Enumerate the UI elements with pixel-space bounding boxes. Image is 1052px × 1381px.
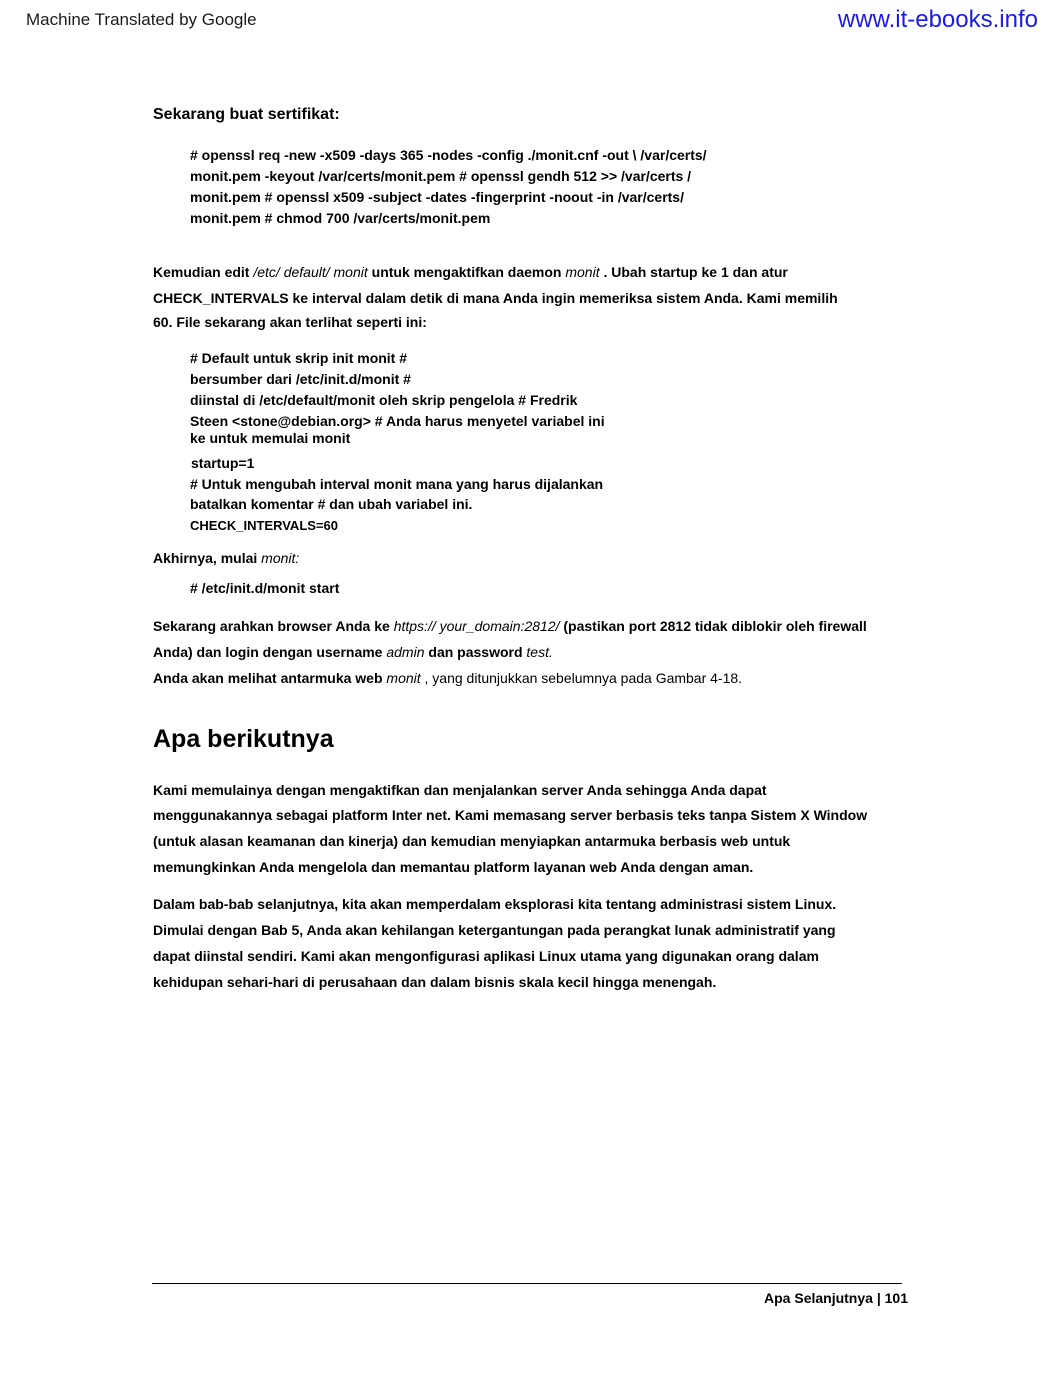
section-title: Apa berikutnya <box>153 725 334 753</box>
browser-paragraph-line: Anda akan melihat antarmuka web monit , yang ditunjukkan sebelumnya pada Gambar 4-18. <box>153 670 743 686</box>
monit-term: monit: <box>261 550 300 566</box>
code-line: # Default untuk skrip init monit # <box>190 350 408 366</box>
code-line: # openssl req -new -x509 -days 365 -nodes -config ./monit.cnf -out \ /var/certs/ <box>190 147 707 163</box>
code-line: # Untuk mengubah interval monit mana yang harus dijalankan <box>190 476 604 492</box>
paragraph-line: Dalam bab-bab selanjutnya, kita akan memperdalam eksplorasi kita tentang administrasi sistem Linux. <box>153 896 837 912</box>
browser-paragraph-line: Sekarang arahkan browser Anda ke https:// your_domain:2812/ (pastikan port 2812 tidak diblokir oleh firewall <box>153 618 867 634</box>
paragraph-line: Kami memulainya dengan mengaktifkan dan menjalankan server Anda sehingga Anda dapat <box>153 782 767 798</box>
cert-heading: Sekarang buat sertifikat: <box>153 106 340 123</box>
code-line-check: CHECK_INTERVALS=60 <box>190 518 338 533</box>
start-line: Akhirnya, mulai monit: <box>153 550 300 566</box>
edit-paragraph-line: 60. File sekarang akan terlihat seperti ini: <box>153 314 427 330</box>
monit-term: monit <box>386 670 421 686</box>
code-line: diinstal di /etc/default/monit oleh skrip pengelola # Fredrik <box>190 392 578 408</box>
page-footer: Apa Selanjutnya | 101 <box>764 1290 908 1306</box>
paragraph-line: (untuk alasan keamanan dan kinerja) dan kemudian menyiapkan antarmuka berbasis web untuk <box>153 833 791 849</box>
code-line-start: # /etc/init.d/monit start <box>190 580 340 596</box>
code-line: monit.pem -keyout /var/certs/monit.pem # openssl gendh 512 >> /var/certs / <box>190 168 692 184</box>
paragraph-line: dapat diinstal sendiri. Kami akan mengonfigurasi aplikasi Linux utama yang digunakan orang dalam <box>153 948 819 964</box>
paragraph-line: kehidupan sehari-hari di perusahaan dan dalam bisnis skala kecil hingga menengah. <box>153 974 717 990</box>
code-line: Steen <stone@debian.org> # Anda harus menyetel variabel ini <box>190 413 605 429</box>
paragraph-line: menggunakannya sebagai platform Inter net. Kami memasang server berbasis teks tanpa Sistem X Window <box>153 807 868 823</box>
edit-paragraph-line: Kemudian edit /etc/ default/ monit untuk mengaktifkan daemon monit . Ubah startup ke 1 dan atur <box>153 264 788 280</box>
file-path: /etc/ default/ monit <box>253 264 368 280</box>
paragraph-line: Dimulai dengan Bab 5, Anda akan kehilangan ketergantungan pada perangkat lunak administratif yang <box>153 922 836 938</box>
username: admin <box>386 644 425 660</box>
site-link[interactable]: www.it-ebooks.info <box>837 6 1038 33</box>
code-line: ke untuk memulai monit <box>190 430 351 446</box>
code-line: monit.pem # openssl x509 -subject -dates -fingerprint -noout -in /var/certs/ <box>190 189 684 205</box>
code-line: batalkan komentar # dan ubah variabel ini. <box>190 496 473 512</box>
edit-paragraph-line: CHECK_INTERVALS ke interval dalam detik di mana Anda ingin memeriksa sistem Anda. Kami memilih <box>153 290 838 306</box>
url: https:// your_domain:2812/ <box>393 618 560 634</box>
machine-translated-label: Machine Translated by Google <box>26 10 257 29</box>
code-line: bersumber dari /etc/init.d/monit # <box>190 371 411 387</box>
browser-paragraph-line: Anda) dan login dengan username admin dan password test. <box>153 644 553 660</box>
footer-divider <box>152 1283 902 1284</box>
code-line: monit.pem # chmod 700 /var/certs/monit.pem <box>190 210 491 226</box>
paragraph-line: memungkinkan Anda mengelola dan memantau platform layanan web Anda dengan aman. <box>153 859 754 875</box>
code-line-startup: startup=1 <box>191 455 255 471</box>
password: test. <box>526 644 553 660</box>
monit-term: monit <box>565 264 600 280</box>
